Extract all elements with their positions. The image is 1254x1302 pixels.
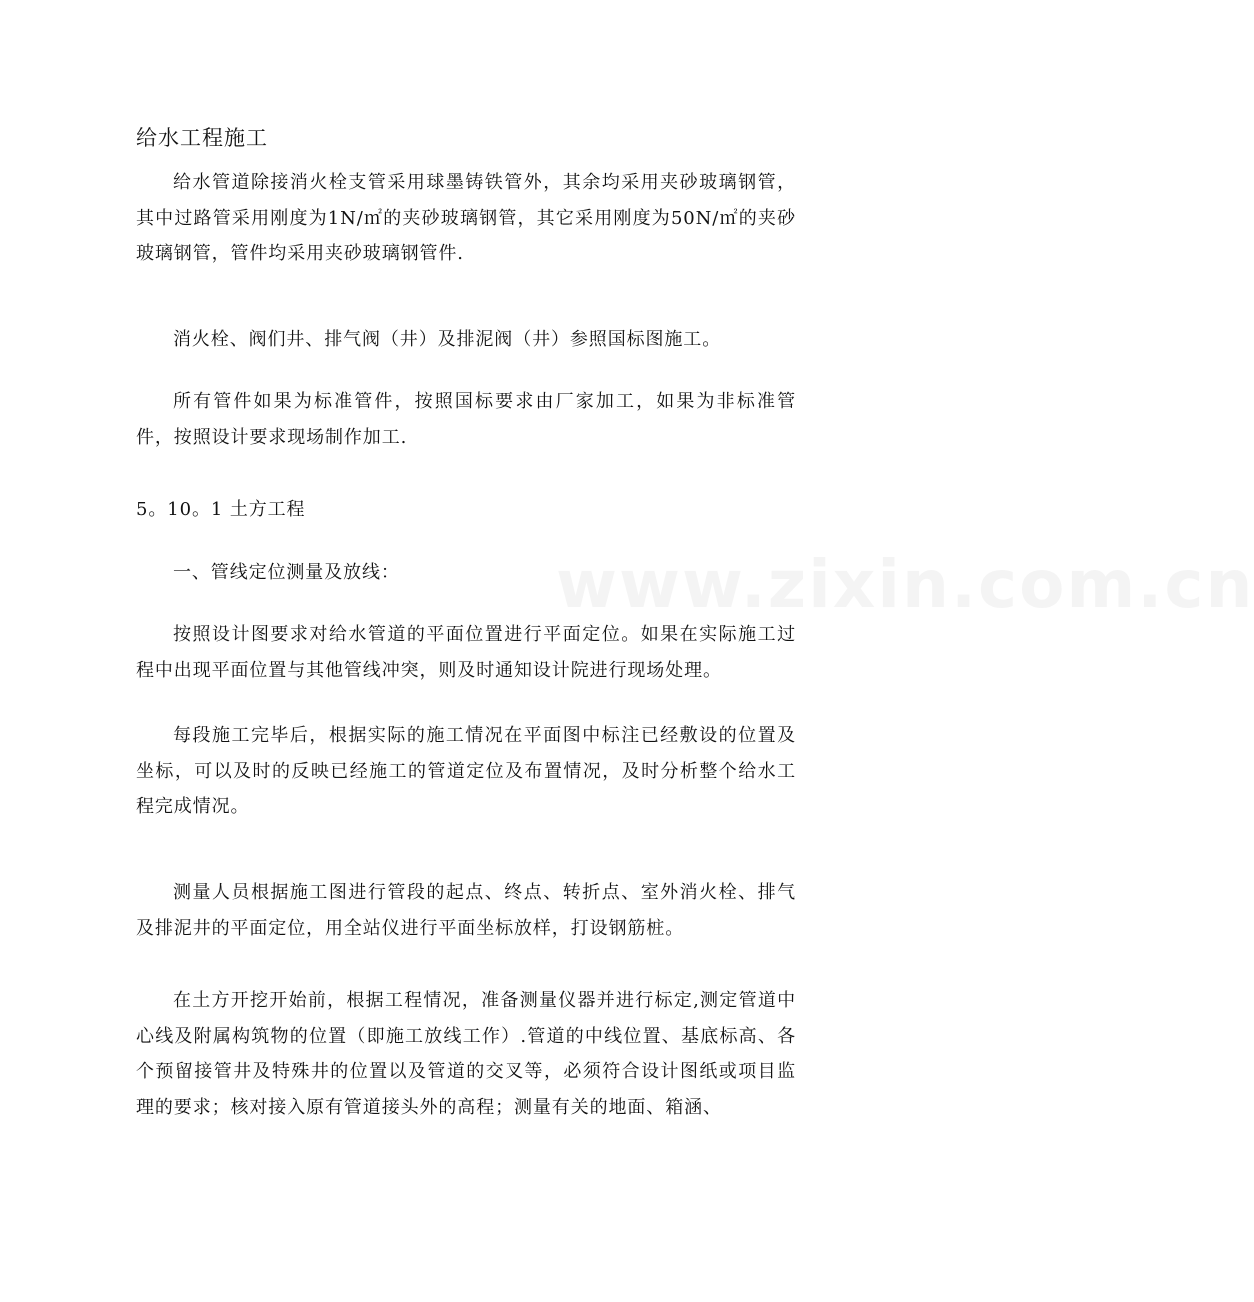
section-heading: 给水工程施工: [136, 126, 268, 150]
paragraph-marking: 每段施工完毕后，根据实际的施工情况在平面图中标注已经敷设的位置及坐标，可以及时的反映已经施工的管道定位及布置情况，及时分析整个给水工程完成情况。: [136, 725, 796, 817]
paragraph-positioning: 按照设计图要求对给水管道的平面位置进行平面定位。如果在实际施工过程中出现平面位置与其他管线冲突，则及时通知设计院进行现场处理。: [136, 624, 796, 681]
paragraph-excavation: 在土方开挖开始前，根据工程情况，准备测量仪器并进行标定,测定管道中心线及附属构筑物的位置（即施工放线工作）.管道的中线位置、基底标高、各个预留接管井及特殊井的位置以及管道的交叉等，必须符合设计图纸或项目监理的要求；核对接入原有管道接头外的高程；测量有关的地面、箱涵、: [136, 990, 796, 1118]
paragraph-fittings: 所有管件如果为标准管件，按照国标要求由厂家加工，如果为非标准管件，按照设计要求现场制作加工.: [136, 391, 796, 448]
section-number-earthwork: 5。10。1 土方工程: [136, 499, 306, 520]
subheading-survey: 一、管线定位测量及放线：: [173, 562, 400, 583]
paragraph-surveyors: 测量人员根据施工图进行管段的起点、终点、转折点、室外消火栓、排气及排泥井的平面定位，用全站仪进行平面坐标放样，打设钢筋桩。: [136, 882, 796, 939]
paragraph-pipe-material: 给水管道除接消火栓支管采用球墨铸铁管外，其余均采用夹砂玻璃钢管，其中过路管采用刚度为1N/㎡的夹砂玻璃钢管，其它采用刚度为50N/㎡的夹砂玻璃钢管，管件均采用夹砂玻璃钢管件.: [136, 172, 796, 264]
paragraph-hydrant-valves: 消火栓、阀们井、排气阀（井）及排泥阀（井）参照国标图施工。: [173, 329, 722, 350]
watermark: www.zixin.com.cn: [556, 546, 1254, 623]
